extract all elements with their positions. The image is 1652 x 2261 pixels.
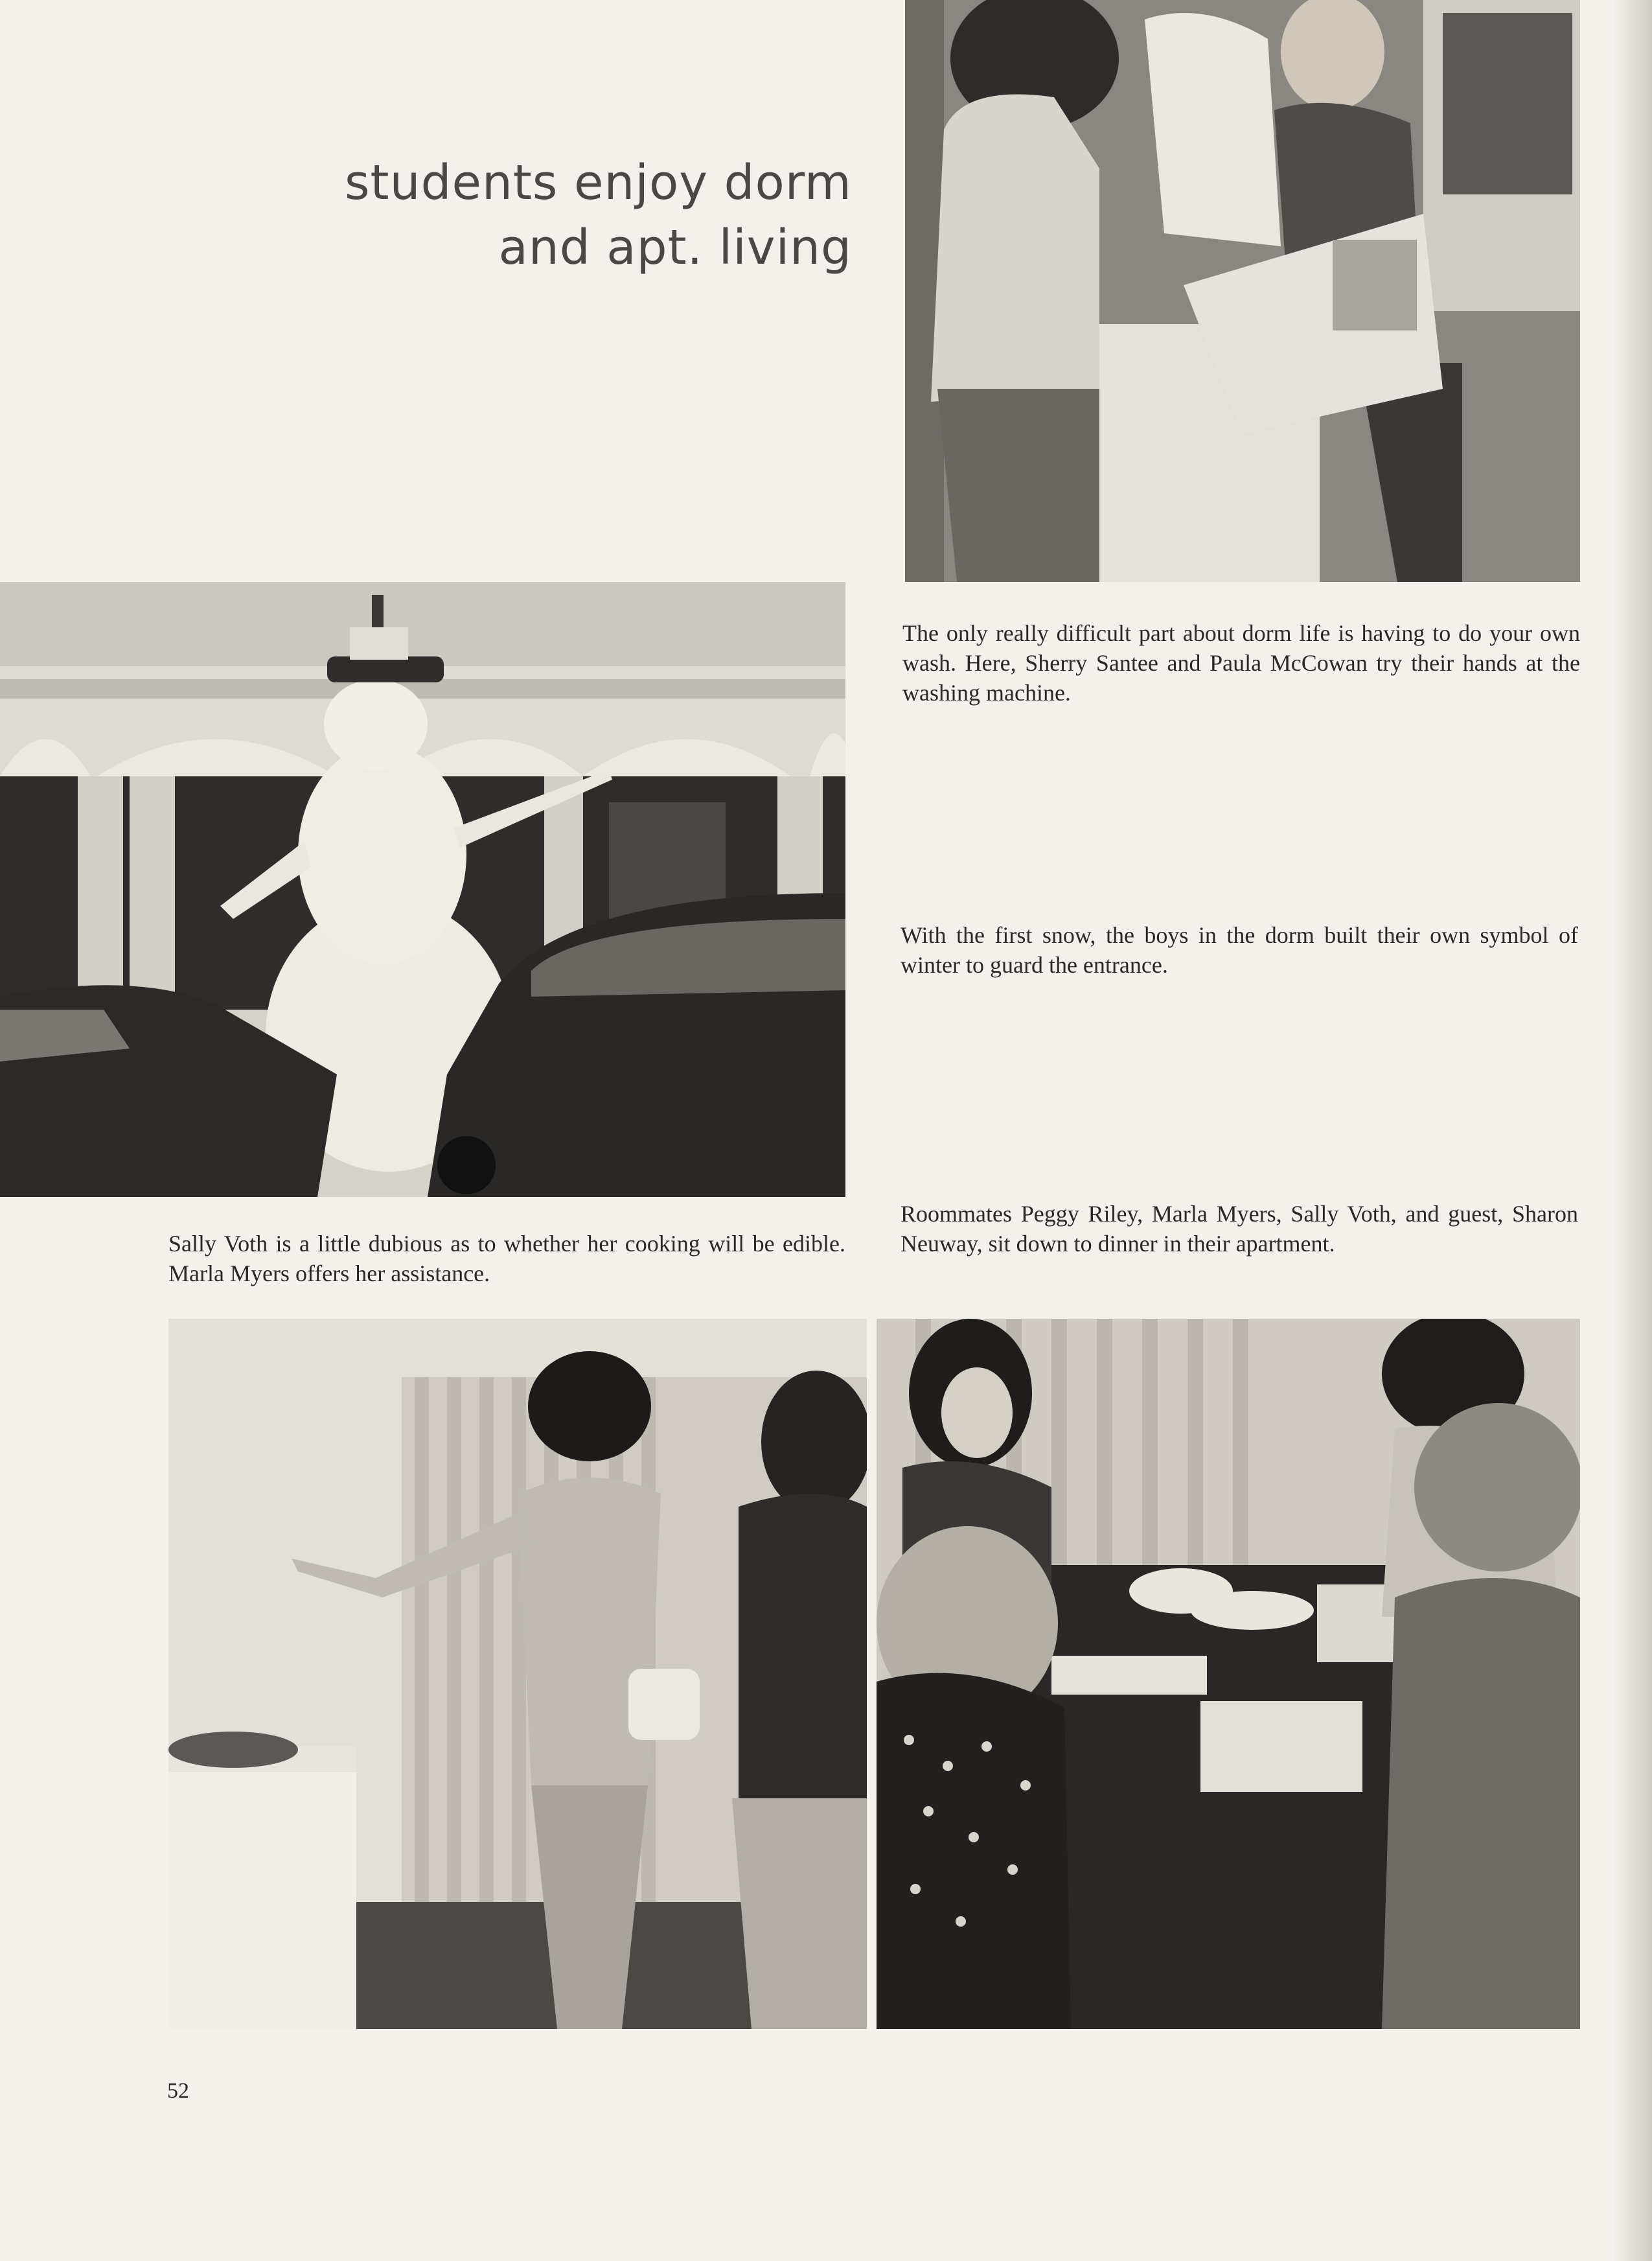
- page-number: 52: [167, 2079, 189, 2103]
- cooking-photo: [168, 1319, 867, 2029]
- heading-line-1: students enjoy dorm: [345, 155, 852, 211]
- snowman-caption: With the first snow, the boys in the dorm built their own symbol of winter to guard the entrance.: [901, 922, 1578, 978]
- dinner-caption: Roommates Peggy Riley, Marla Myers, Sally Voth, and guest, Sharon Neuway, sit down to dinner in their apartment.: [901, 1201, 1578, 1257]
- page-edge: [1613, 0, 1652, 2261]
- snowman-photo: [0, 582, 845, 1197]
- heading-line-2: and apt. living: [498, 220, 852, 275]
- laundry-caption: The only really difficult part about dorm life is having to do your own wash. Here, Sherry Santee and Paula McCowan try their hands at the washing machine.: [902, 620, 1580, 706]
- cooking-caption: Sally Voth is a little dubious as to whether her cooking will be edible. Marla Myers offers her assistance.: [168, 1231, 845, 1286]
- page-heading: [272, 150, 852, 280]
- laundry-photo: [905, 0, 1580, 582]
- dinner-photo: [877, 1319, 1580, 2029]
